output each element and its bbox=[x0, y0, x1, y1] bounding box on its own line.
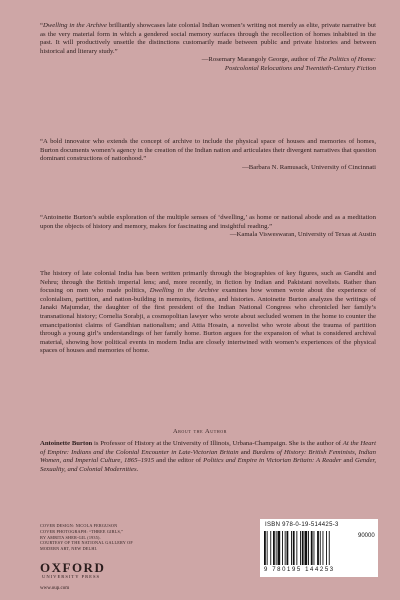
isbn-number: ISBN 978-0-19-514425-3 bbox=[265, 522, 339, 528]
about-author-heading: About the Author bbox=[172, 428, 228, 435]
university-press-label: UNIVERSITY PRESS bbox=[42, 574, 101, 579]
publisher-logo bbox=[40, 562, 120, 580]
review-attribution-2: —Barbara N. Ramusack, University of Cincinnati bbox=[242, 163, 376, 171]
book-title: Dwelling in the Archive bbox=[42, 22, 107, 29]
review-quote-1: “Dwelling in the Archive brilliantly showcases late colonial Indian women’s writing not merely as elite, private narrative but as the very material form in which a gendered social memory surfaces through the recollection of homes inhabited in the past. It will productively unsettle the distinctions customarily made between public and private histories and between historical and literary study.” —Rosemary Marangoly George, author of The Politics of Home: Postcolonial Relocations and Twentieth-Century Fiction bbox=[40, 22, 376, 72]
review-quote-3: “Antoinette Burton’s subtle exploration of the multiple senses of ‘dwelling,’ as home or national abode and as a meditation upon the objects of history and memory, makes for fascinating and insightful reading.” —Kamala Visweswaran, University of Texas at Austin bbox=[40, 214, 376, 239]
cover-credits: COVER DESIGN: NICOLA FERGUSON COVER PHOTOGRAPH: “THREE GIRLS,” BY AMRITA SHER-GIL (1935). COURTESY OF THE NATIONAL GALLERY OF MODERN ART, NEW DELHI. bbox=[40, 523, 133, 552]
review-attribution-1: —Rosemary Marangoly George, author of The Politics of Home: bbox=[201, 56, 376, 64]
book-description: The history of late colonial India has been written primarily through the biographies of key figures, such as Gandhi and Nehru; through the British imperial lens; and, more recently, in fiction by Indian and Pakistani novelists. Rather than focusing on men who made politics, Dwelling in the Archive examines how women wrote about the experience of colonialism, partition, and nation-building in memoirs, fictions, and histories. Antoinette Burton analyzes the writings of Janaki Majumdar, the daughter of the first president of the Indian National Congress who chronicled her family’s transnational history; Cornelia Sorabji, a cosmopolitan lawyer who wrote about secluded women in the home to counter the emancipationist claims of Gandhian nationalism; and Attia Hosain, a novelist who wrote about the trauma of partition through a young girl’s understandings of her family home. Burton argues for the expansion of what is considered archival material, showing how political events in modern India are closely intertwined with women’s experiences of the physical spaces of houses and memories of home. bbox=[40, 270, 376, 355]
review-quote-2: “A bold innovator who extends the concept of archive to include the physical space of houses and memories of homes, Burton documents women’s agency in the creation of the Indian nation and articulates their divergent narratives that question dominant constructions of nationhood.” —Barbara N. Ramusack, University of Cincinnati bbox=[40, 138, 376, 171]
ean-number: 9 780195 144253 bbox=[264, 567, 335, 573]
author-name: Antoinette Burton bbox=[40, 440, 93, 447]
publisher-url: www.oup.com bbox=[40, 586, 70, 591]
review-attribution-3: —Kamala Visweswaran, University of Texas at Austin bbox=[229, 231, 376, 239]
oxford-wordmark: OXFORD bbox=[40, 560, 106, 575]
isbn-barcode bbox=[260, 519, 378, 577]
about-author-text: Antoinette Burton is Professor of History at the University of Illinois, Urbana-Champaign. She is the author of At the Heart of Empire: Indians and the Colonial Encounter in Late-Victorian Britain and Burdens of History: British Feminists, Indian Women, and Imperial Culture, 1865–1915 and the editor of Politics and Empire in Victorian Britain: A Reader and Gender, Sexuality, and Colonial Modernities. bbox=[40, 440, 376, 473]
price-code: 90000 bbox=[358, 533, 375, 539]
barcode-bars-icon bbox=[264, 531, 356, 567]
